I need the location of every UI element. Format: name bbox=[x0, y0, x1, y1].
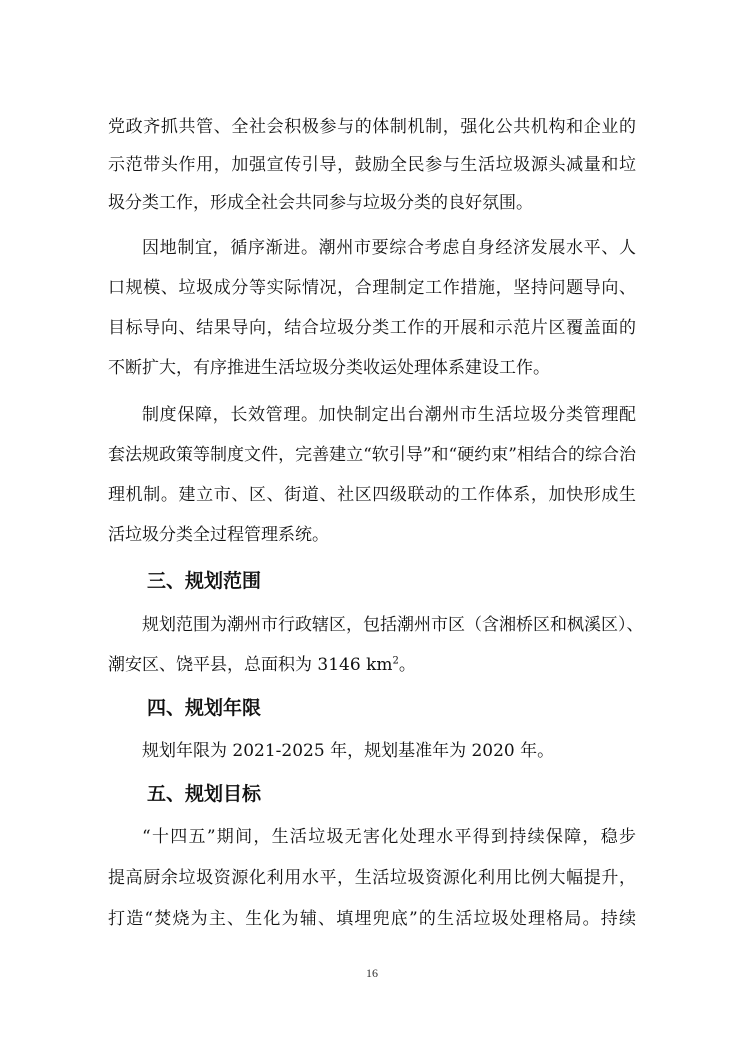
paragraph-line: 套法规政策等制度文件，完善建立“软引导”和“硬约束”相结合的综合治 bbox=[108, 445, 636, 465]
section-heading-goals: 五、规划目标 bbox=[147, 783, 262, 805]
paragraph-line: 党政齐抓共管、全社会积极参与的体制机制，强化公共机构和企业的 bbox=[108, 117, 636, 137]
paragraph-line: 规划范围为潮州市行政辖区，包括潮州市区（含湘桥区和枫溪区）、 bbox=[142, 615, 644, 635]
paragraph-line: 示范带头作用，加强宣传引导，鼓励全民参与生活垃圾源头减量和垃 bbox=[108, 155, 636, 175]
paragraph-line: 提高厨余垃圾资源化利用水平，生活垃圾资源化利用比例大幅提升， bbox=[108, 868, 636, 888]
paragraph-line: 制度保障，长效管理。加快制定出台潮州市生活垃圾分类管理配 bbox=[142, 405, 636, 425]
paragraph-line: 规划年限为 2021-2025 年，规划基准年为 2020 年。 bbox=[142, 741, 555, 761]
area-text: 潮安区、饶平县，总面积为 3146 km bbox=[108, 655, 393, 675]
superscript: 2 bbox=[392, 655, 399, 667]
paragraph-line: 不断扩大，有序推进生活垃圾分类收运处理体系建设工作。 bbox=[108, 358, 550, 378]
page-number: 16 bbox=[366, 966, 378, 980]
period: 。 bbox=[398, 655, 416, 675]
paragraph-line: 因地制宜，循序渐进。潮州市要综合考虑自身经济发展水平、人 bbox=[142, 238, 636, 258]
paragraph-line: 目标导向、结果导向，结合垃圾分类工作的开展和示范片区覆盖面的 bbox=[108, 318, 636, 338]
section-heading-period: 四、规划年限 bbox=[147, 697, 262, 719]
paragraph-line: 活垃圾分类全过程管理系统。 bbox=[108, 525, 329, 545]
paragraph-line bbox=[108, 655, 636, 675]
paragraph-line: 口规模、垃圾成分等实际情况，合理制定工作措施，坚持问题导向、 bbox=[108, 278, 636, 298]
paragraph-line: 圾分类工作，形成全社会共同参与垃圾分类的良好氛围。 bbox=[108, 193, 533, 213]
paragraph-line: 打造“焚烧为主、生化为辅、填埋兜底”的生活垃圾处理格局。持续 bbox=[108, 909, 636, 929]
paragraph-line: “十四五”期间，生活垃圾无害化处理水平得到持续保障，稳步 bbox=[142, 827, 636, 847]
paragraph-line: 理机制。建立市、区、街道、社区四级联动的工作体系，加快形成生 bbox=[108, 485, 636, 505]
section-heading-scope: 三、规划范围 bbox=[147, 570, 262, 592]
